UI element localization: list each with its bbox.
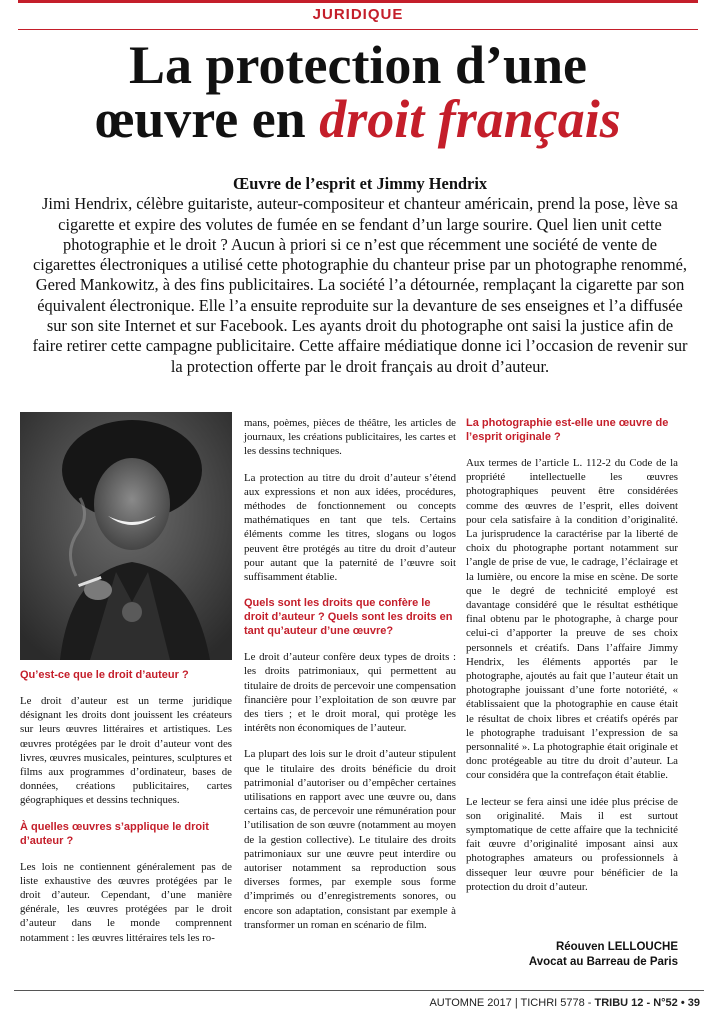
paragraph: La plupart des lois sur le droit d’auteur stipulent que le titulaire des droits bénéficie du droit patrimonial d’autoriser ou d’empêcher certaines utilisations en rapport avec une œuvre ou, dans certains cas, de percevoir une rémunération pour l’utilisation de son œuvre (notamment au moyen de la gestion collective). Le titulaire des droits patrimoniaux sur une œuvre peut interdire ou autoriser notamment sa reproduction sous diverses formes, par exemple sous forme d’imprimés ou d’enregistrements sonores, ou encore son adaptation, consistant par exemple à transformer un roman en scénario de film.: [244, 748, 456, 931]
author-title: Avocat au Barreau de Paris: [528, 956, 678, 968]
paragraph: Le lecteur se fera ainsi une idée plus précise de son originalité. Mais il est surtout symptomatique de cette affaire que la technicité fait œuvre d’originalité imposant ainsi aux photographes amateurs ou professionnels à dissequer leur œuvre pour bénéficier de la protection du droit d’auteur.: [466, 795, 678, 893]
heading-photography-originality: La photographie est-elle une œuvre de l’esprit originale ?: [466, 417, 669, 443]
portrait-photo: [20, 412, 232, 660]
paragraph: Les lois ne contiennent généralement pas de liste exhaustive des œuvres protégées par le droit d’auteur. Cependant, d’une manière générale, les œuvres protégées par le droit d’auteur dans le monde comprennent notamment : les œuvres littéraires tels les ro-: [20, 860, 232, 944]
section-rule-bottom: [18, 29, 698, 30]
headline-line-2-plain: œuvre en: [95, 89, 320, 149]
column-2: [244, 416, 456, 932]
paragraph: mans, poèmes, pièces de théâtre, les articles de journaux, les créations publicitaires, les cartes et les dessins techniques.: [244, 417, 456, 458]
footer-separator: •: [677, 997, 688, 1009]
page-footer: [14, 990, 704, 1015]
intro-block: [30, 174, 690, 377]
article-headline: [18, 35, 698, 149]
headline-line-1: La protection d’une: [128, 35, 588, 95]
paragraph: Aux termes de l’article L. 112-2 du Code de la propriété intellectuelle les œuvres photographiques peuvent être considérées comme des œuvres de l’esprit, elles doivent pour cela satisfaire à la condition d’originalité. La jurisprudence la caractérise par la liberté de choix du photographe portant notamment sur l’angle de prise de vue, le cadrage, l’éclairage et la lumière, ou encore la mise en scène. De sorte que le degré de technicité employé est davantage considéré que le résultat esthétique final obtenu par le photographe, à charge pour celui-ci d’apporter la preuve de ses choix personnels et créatifs. Dans l’affaire Jimmy Hendrix, les éléments apportés par le photographe, ajoutés au fait que l’auteur était un photographe jouissant d’une forte notoriété, « établissaient que la photographie en cause était le résultat de choix libres et créatifs opérés par le photographe traduisant l’expression de sa personnalité ». La photographie était originale et donc protégeable au titre du droit d’auteur. La cour considéra que la contrefaçon était établie.: [466, 457, 678, 782]
author-signature: [466, 940, 678, 970]
paragraph: La protection au titre du droit d’auteur s’étend aux expressions et non aux idées, procédures, méthodes de fonctionnement ou concepts mathématiques en tant que tels. Certains éléments comme les titres, slogans ou logos peuvent être protégés au titre du droit d’auteur pour autant que la paternité de l’œuvre soit suffisamment établie.: [244, 471, 456, 584]
footer-issue: AUTOMNE 2017 | TICHRI 5778 -: [429, 997, 595, 1009]
intro-text: Jimi Hendrix, célèbre guitariste, auteur-compositeur et chanteur américain, prend la pose, lève sa cigarette et expire des volutes de fumée en se fendant d’un large sourire. Quel lien unit cette photographie et le droit ? Aucun à priori si ce n’est que récemment une société de vente de cigarettes électroniques a utilisé cette photographie du chanteur prise par un photographe renommé, Gered Mankowitz, à des fins publicitaires. La société l’a détournée, remplaçant la cigarette par son équivalent électronique. Elle l’a ensuite reproduite sur la devanture de ses enseignes et l’a diffusée sur son site Internet et sur Facebook. Les ayants droit du photographe ont saisi la justice afin de faire retirer cette campagne publicitaire. Cette affaire médiatique donne ici l’occasion de revenir sur la protection offerte par le droit français au droit d’auteur.: [32, 194, 688, 376]
portrait-illustration: [20, 412, 232, 660]
column-3: [466, 416, 678, 894]
headline-line-2: [18, 89, 698, 149]
heading-which-rights: Quels sont les droits que confère le droit d’auteur ? Quels sont les droits en tant qu’auteur d’une œuvre?: [244, 597, 453, 638]
intro-title: Œuvre de l’esprit et Jimmy Hendrix: [232, 174, 488, 193]
folio: [429, 997, 700, 1009]
footer-magazine: TRIBU 12 - N°52: [594, 997, 678, 1009]
heading-which-works: À quelles œuvres s’applique le droit d’auteur ?: [20, 820, 209, 847]
page-number: 39: [687, 997, 700, 1009]
column-1: [20, 412, 232, 945]
section-rule-top: [18, 0, 698, 3]
section-header: [18, 0, 698, 30]
paragraph: Le droit d’auteur est un terme juridique désignant les droits dont jouissent les créateurs sur leurs œuvres littéraires et artistiques. Les œuvres protégées par le droit d’auteur vont des livres, œuvres musicales, peintures, sculptures et films aux programmes d’ordinateur, bases de données, créations publicitaires, cartes géographiques et dessins techniques.: [20, 695, 232, 807]
headline-accent: droit français: [319, 89, 621, 149]
section-label: JURIDIQUE: [312, 6, 404, 23]
paragraph: Le droit d’auteur confère deux types de droits : les droits patrimoniaux, qui permettent au titulaire de droits de percevoir une compensation financière pour l’exploitation de son œuvre par des tiers ; et le droit moral, qui protège les intérêts non économiques de l’auteur.: [244, 651, 456, 735]
heading-what-is-copyright: Qu’est-ce que le droit d’auteur ?: [20, 669, 189, 681]
author-name: Réouven LELLOUCHE: [555, 941, 678, 953]
